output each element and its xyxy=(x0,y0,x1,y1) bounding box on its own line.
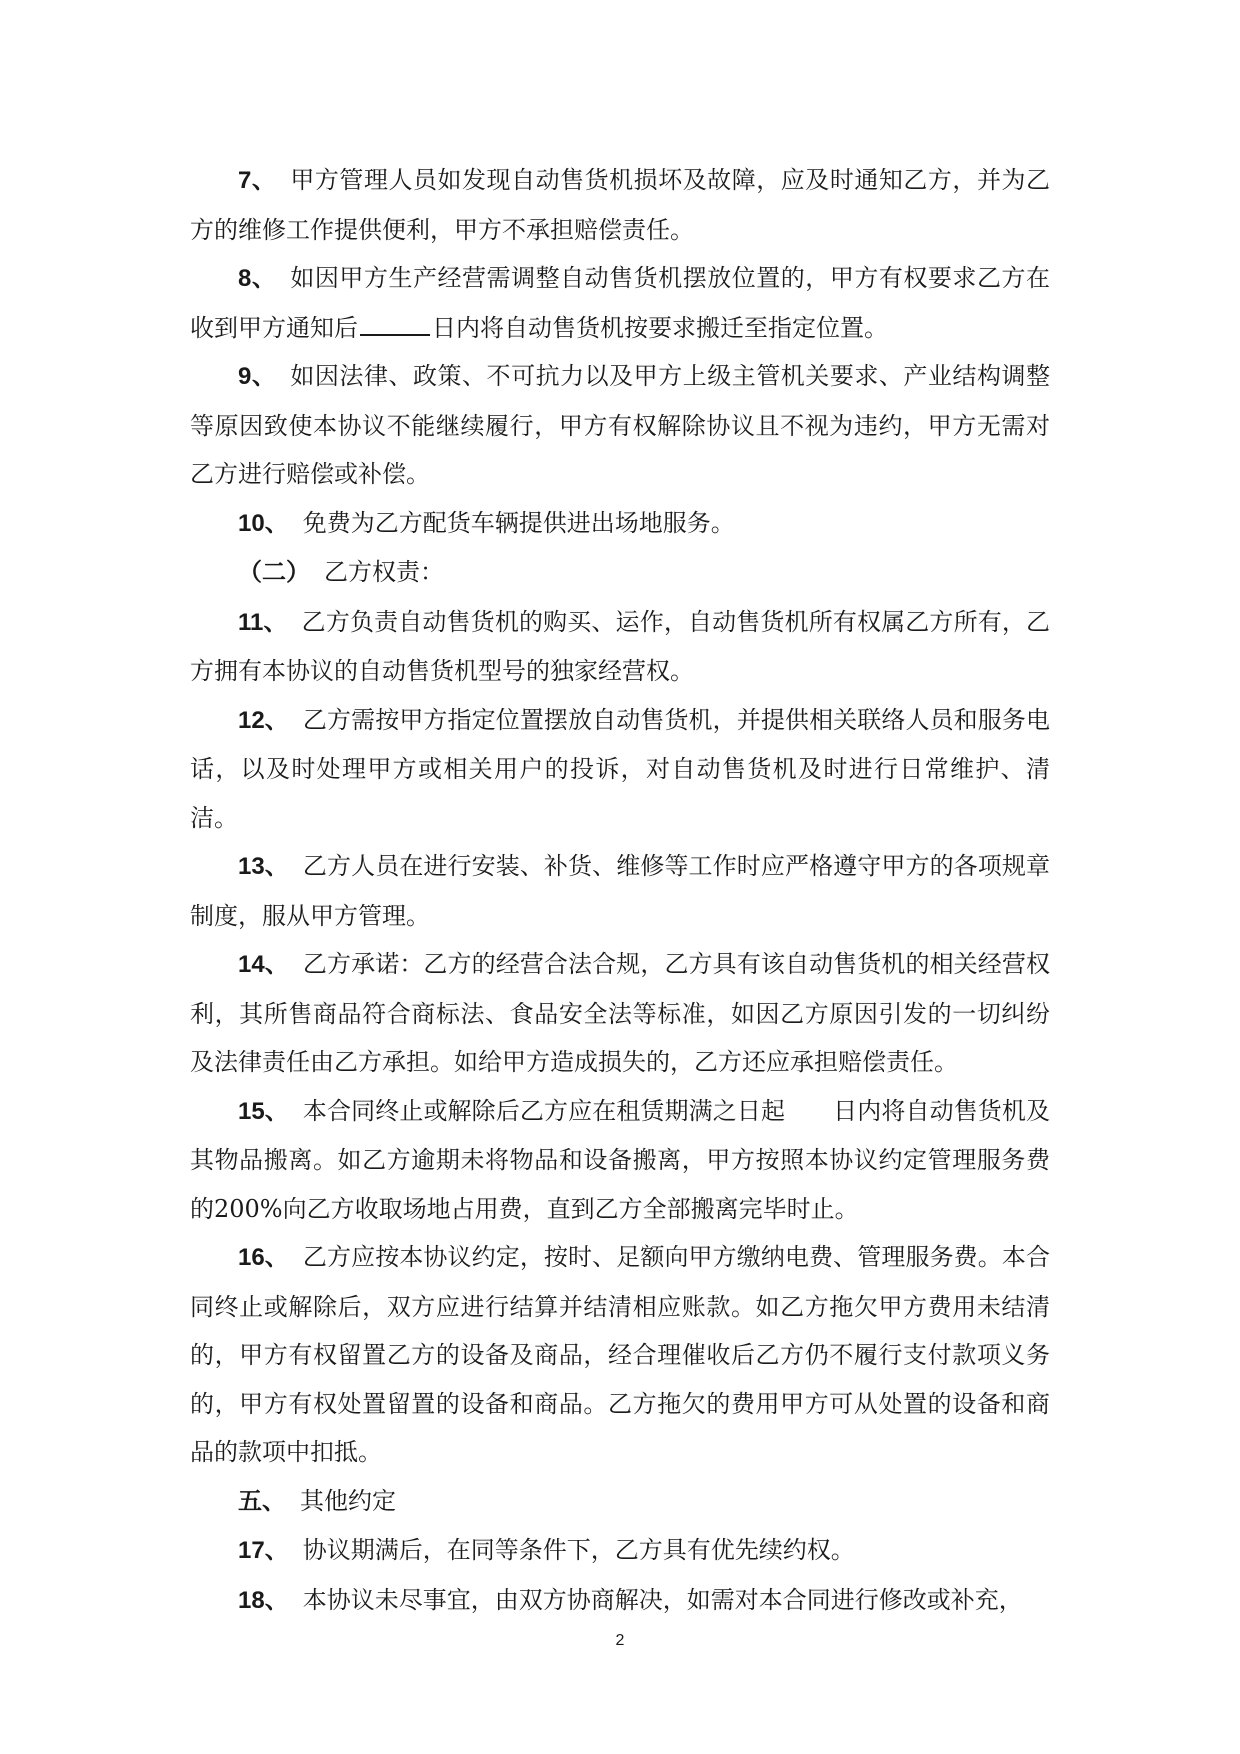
clause-number: 15、 xyxy=(238,1097,289,1125)
clause-text: 本合同终止或解除后乙方应在租赁期满之日起 xyxy=(302,1096,786,1125)
clause-17 xyxy=(190,1526,1050,1576)
clause-text: 乙方承诺：乙方的经营合法合规，乙方具有该自动售货机的相关经营权利，其所售商品符合商标法、食品安全法等标准，如因乙方原因引发的一切纠纷及法律责任由乙方承担。如给甲方造成损失的，乙方还应承担赔偿责任。 xyxy=(190,950,1050,1076)
clause-number: 11、 xyxy=(238,608,288,636)
section-heading-other xyxy=(190,1477,1050,1527)
section-title: 其他约定 xyxy=(300,1486,396,1515)
clause-number: 18、 xyxy=(238,1586,289,1614)
clause-text: 协议期满后，在同等条件下，乙方具有优先续约权。 xyxy=(302,1536,855,1564)
clause-text: 甲方管理人员如发现自动售货机损坏及故障，应及时通知乙方，并为乙方的维修工作提供便利，甲方不承担赔偿责任。 xyxy=(190,166,1050,244)
page-number: 2 xyxy=(615,1632,625,1649)
clause-number: 8、 xyxy=(238,265,277,292)
clause-12 xyxy=(190,696,1050,843)
clause-18 xyxy=(190,1576,1050,1626)
clause-11 xyxy=(190,598,1050,696)
clause-16 xyxy=(190,1233,1050,1477)
clause-text: 如因甲方生产经营需调整自动售货机摆放位置的，甲方有权要求乙方在收到甲方通知后 xyxy=(190,264,1050,342)
clause-14 xyxy=(190,940,1050,1087)
fill-in-blank xyxy=(360,308,430,336)
clause-text: 如因法律、政策、不可抗力以及甲方上级主管机关要求、产业结构调整等原因致使本协议不能继续履行，甲方有权解除协议且不视为违约，甲方无需对乙方进行赔偿或补偿。 xyxy=(190,362,1050,488)
clause-number: 9、 xyxy=(238,363,277,390)
clause-text: 本协议未尽事宜，由双方协商解决，如需对本合同进行修改或补充， xyxy=(302,1585,1023,1614)
clause-number: 10、 xyxy=(238,509,289,537)
section-heading-party-b xyxy=(190,548,1050,598)
clause-text: 乙方人员在进行安装、补货、维修等工作时应严格遵守甲方的各项规章制度，服从甲方管理。 xyxy=(190,852,1050,930)
clause-8 xyxy=(190,254,1050,352)
clause-number: 7、 xyxy=(238,167,277,194)
clause-number: 13、 xyxy=(238,853,289,880)
clause-text: 日内将自动售货机按要求搬迁至指定位置。 xyxy=(432,313,888,342)
clause-text: 免费为乙方配货车辆提供进出场地服务。 xyxy=(302,508,735,537)
clause-15 xyxy=(190,1087,1050,1234)
clause-text: 乙方负责自动售货机的购买、运作，自动售货机所有权属乙方所有，乙方拥有本协议的自动售货机型号的独家经营权。 xyxy=(190,607,1051,685)
clause-text: 日内将自动售货机及其物品搬离。如乙方逾期未将物品和设备搬离，甲方按照本协议约定管理服务费的200%向乙方收取场地占用费，直到乙方全部搬离完毕时止。 xyxy=(190,1096,1051,1223)
clause-number: 17、 xyxy=(238,1537,289,1564)
section-title: 乙方权责： xyxy=(324,558,444,586)
section-number: （二） xyxy=(238,559,310,586)
clause-9 xyxy=(190,352,1050,499)
clause-7 xyxy=(190,156,1050,254)
contract-body xyxy=(190,156,1050,1625)
section-number: 五、 xyxy=(238,1487,286,1515)
clause-number: 14、 xyxy=(238,951,289,978)
clause-text: 乙方需按甲方指定位置摆放自动售货机，并提供相关联络人员和服务电话，以及时处理甲方或相关用户的投诉，对自动售货机及时进行日常维护、清洁。 xyxy=(190,705,1050,832)
clause-text: 乙方应按本协议约定，按时、足额向甲方缴纳电费、管理服务费。本合同终止或解除后，双方应进行结算并结清相应账款。如乙方拖欠甲方费用未结清的，甲方有权留置乙方的设备及商品，经合理催收后乙方仍不履行支付款项义务的，甲方有权处置留置的设备和商品。乙方拖欠的费用甲方可从处置的设备和商品的款项中扣抵。 xyxy=(190,1243,1050,1466)
clause-number: 12、 xyxy=(238,706,289,734)
clause-10 xyxy=(190,499,1050,549)
clause-number: 16、 xyxy=(238,1244,289,1271)
clause-13 xyxy=(190,842,1050,940)
